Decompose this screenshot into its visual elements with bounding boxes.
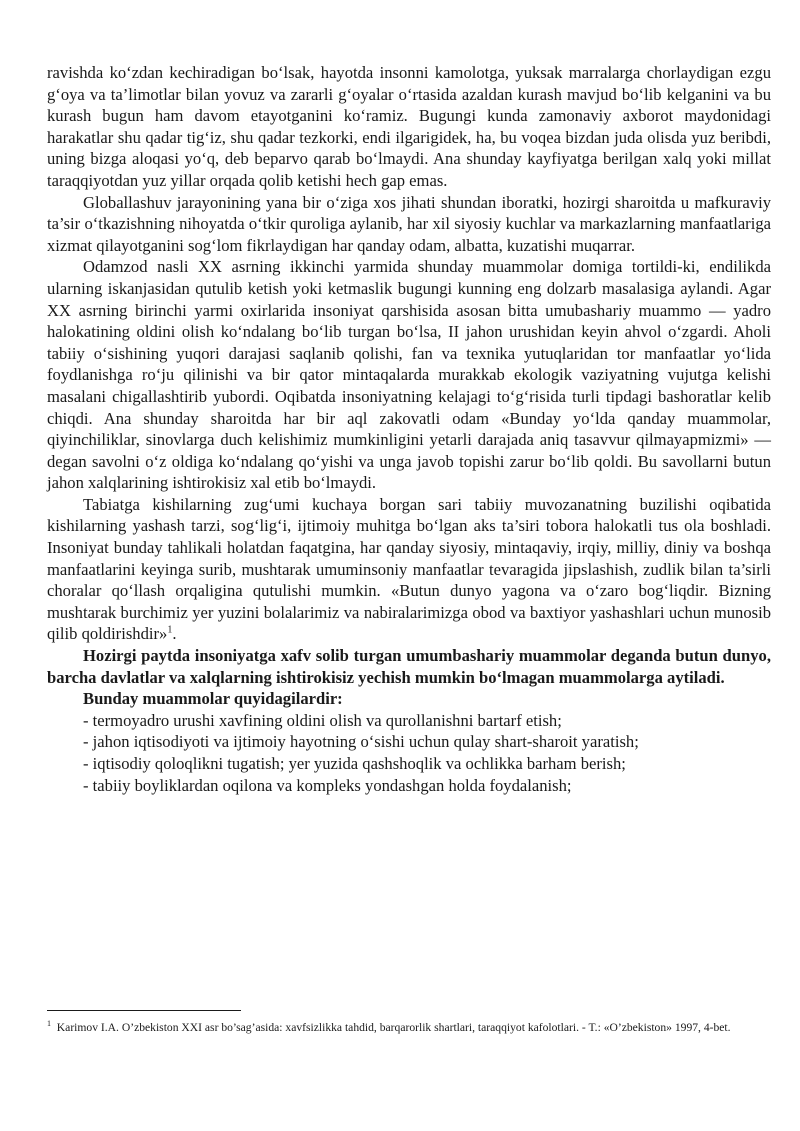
problems-list	[47, 710, 771, 796]
footnote-divider	[47, 1010, 241, 1011]
list-heading: Bunday muammolar quyidagilardir:	[83, 689, 343, 709]
paragraph-global-problems: Odamzod nasli XX asrning ikkinchi yarmida shunday muammolar domiga tortildi-ki, endilikda ularning iskanjasidan qutulib ketish yoki ketmaslik bugungi kunning eng dolzarb masalasiga aylandi. Agar XX asrning birinchi yarmi oxirlarida insoniyat qarshisida asosan bitta umubashariy muammo — yadro halokatining oldini olish ko‘ndalang bo‘lib turgan bo‘lsa, II jahon urushidan keyin ahvol o‘zgardi. Aholi tabiiy o‘sishining yuqori darajasi saqlanib qolishi, fan va texnika yutuqlaridan tor manfaatlar yo‘lida foydlanishga ro‘ju qilinishi va bir qator mintaqalarda murakkab ekologik vaziyatning vujutga kelishi masalani chigallashtirib yubordi. Oqibatda insoniyatning kelajagi to‘g‘risida turli tipdagi bashoratlar kelib chiqdi. Ana shunday sharoitda har bir aql zakovatli odam «Bunday yo‘lda qanday muammolar, qiyinchiliklar, sinovlarga duch kelishimiz mumkinligini yetarli darajada aniq tasavvur qilmayapmizmi» — degan savolni o‘z oldiga ko‘ndalang qo‘yishi va unga javob topishi zarur bo‘lib qoldi. Bu savollarni butun jahon xalqlarining ishtirokisiz xal etib bo‘lmaydi.	[47, 257, 771, 493]
footnote-marker: 1	[47, 1019, 51, 1029]
list-item: - tabiiy boyliklardan oqilona va kompleks yondashgan holda foydalanish;	[83, 775, 572, 795]
definition-paragraph: Hozirgi paytda insoniyatga xafv solib turgan umumbashariy muammolar deganda butun dunyo, barcha davlatlar va xalqlarning ishtirokisiz yechish mumkin bo‘lmagan muammolarga aytiladi.	[47, 646, 771, 687]
footnote-reference[interactable]: 1	[167, 624, 173, 636]
paragraph-globalization: Globallashuv jarayonining yana bir o‘ziga xos jihati shundan iboratki, hozirgi sharoitda u mafkuraviy ta’sir o‘tkazishning nihoyatda o‘tkir quroliga aylanib, har xil siyosiy kuchlar va markazlarning manfaatlariga xizmat qilayotganini sog‘lom fikrlaydigan har qanday odam, albatta, kuzatishi muqarrar.	[47, 192, 771, 255]
paragraph-continuation: ravishda ko‘zdan kechiradigan bo‘lsak, hayotda insonni kamolotga, yuksak marralarga chorlaydigan ezgu g‘oya va ta’limotlar bilan yovuz va zararli g‘oyalar o‘rtasida azaldan kurash mavjud bo‘lib kelganini va bu kurash bugun ham davom etayotganini ko‘ramiz. Bugungi kunda zamonaviy axborot maydonidagi harakatlar shu qadar tig‘iz, shu qadar tezkorki, endi ilgarigidek, ha, bu voqea bizdan juda olisda yuz beribdi, uning bizga aloqasi yo‘q, deb beparvo qarab bo‘lmaydi. Ana shunday kayfiyatga berilgan xalq yoki millat taraqqiyotdan yuz yillar orqada qolib ketishi hech gap emas.	[47, 63, 771, 190]
list-item: - termoyadro urushi xavfining oldini olish va qurollanishni bartarf etish;	[83, 710, 562, 730]
footnote	[47, 1019, 771, 1037]
list-item: - iqtisodiy qoloqlikni tugatish; yer yuzida qashshoqlik va ochlikka barham berish;	[83, 754, 626, 773]
footnote-text: Karimov I.A. O’zbekiston XXI asr bo’sag’asida: xavfsizlikka tahdid, barqarorlik shartlari, taraqqiyot kafolotlari. - T.: «O’zbekiston» 1997, 4-bet.	[56, 1021, 731, 1034]
paragraph-nature-pressure: Tabiatga kishilarning zug‘umi kuchaya borgan sari tabiiy muvozanatning buzilishi oqibatida kishilarning yashash tarzi, sog‘lig‘i, ijtimoiy muhitga bo‘lgan aks ta’siri tobora halokatli tus ola boshladi. Insoniyat bunday tahlikali holatdan faqatgina, har qanday siyosiy, mintaqaviy, irqiy, milliy, diniy va boshqa manfaatlarini keyinga surib, mushtarak umuminsoniy manfaatlar tevaragida jipslashish, zudlik bilan ta’sirli choralar qo‘llash orqaligina qutulishi mumkin. «Butun dunyo yagona va o‘zaro bog‘liqdir. Bizning mushtarak burchimiz yer yuzini bolalarimiz va nabiralarimizga obod va baxtiyor yashashlari uchun munosib qilib qoldirishdir»$^1$.	[47, 494, 771, 644]
list-item: - jahon iqtisodiyoti va ijtimoiy hayotning o‘sishi uchun qulay shart-sharoit yaratish;	[83, 732, 639, 752]
document-body	[47, 62, 771, 796]
paragraph-nature-pressure-text: Tabiatga kishilarning zug‘umi kuchaya borgan sari tabiiy muvozanatning buzilishi oqibatida kishilarning yashash tarzi, sog‘lig‘i, ijtimoiy muhitga bo‘lgan aks ta’siri tobora halokatli tus ola boshladi. Insoniyat bunday tahlikali holatdan faqatgina, har qanday siyosiy, mintaqaviy, irqiy, milliy, diniy va boshqa manfaatlarini keyinga surib, mushtarak umuminsoniy manfaatlar tevaragida jipslashish, zudlik bilan ta’sirli choralar qo‘llash orqaligina qutulishi mumkin. «Butun dunyo yagona va o‘zaro bog‘liqdir. Bizning mushtarak burchimiz yer yuzini bolalarimiz va nabiralarimizga obod va baxtiyor yashashlari uchun munosib qilib qoldirishdir»	[47, 494, 771, 644]
